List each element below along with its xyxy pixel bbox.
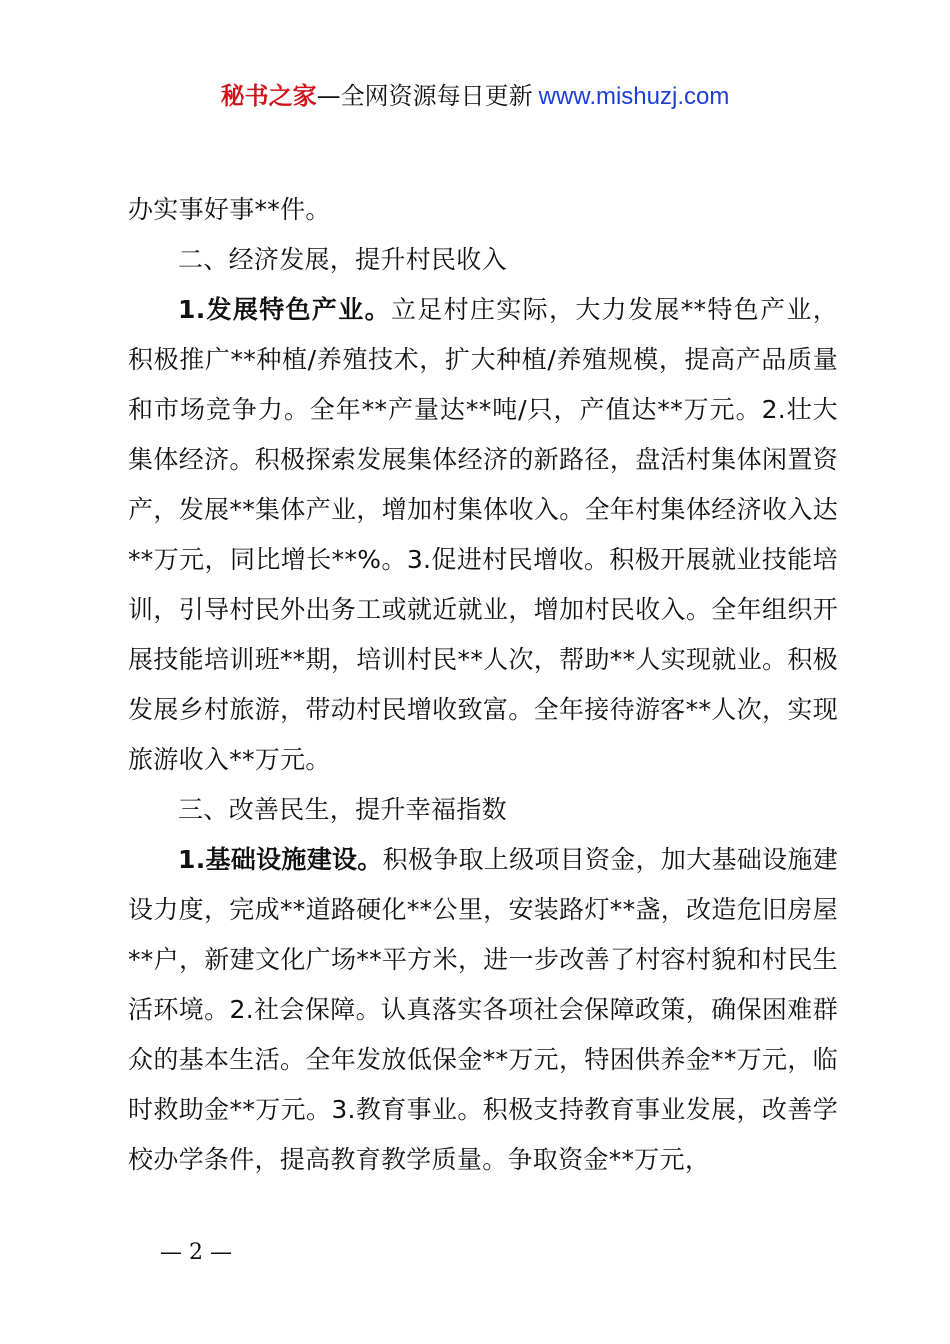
site-brand: 秘书之家: [220, 82, 317, 110]
page-number: — 2 —: [160, 1240, 232, 1265]
site-header: [0, 80, 950, 113]
paragraph-economy: [128, 285, 838, 785]
section-heading-livelihood: 三、改善民生，提升幸福指数: [178, 795, 507, 824]
paragraph-economy-text: 立足村庄实际，大力发展**特色产业，积极推广**种植/养殖技术，扩大种植/养殖规模，提高产品质量和市场竞争力。全年**产量达**吨/只，产值达**万元。2.壮大集体经济。积极探索发展集体经济的新路径，盘活村集体闲置资产，发展**集体产业，增加村集体收入。全年村集体经济收入达**万元，同比增长**%。3.促进村民增收。积极开展就业技能培训，引导村民外出务工或就近就业，增加村民收入。全年组织开展技能培训班**期，培训村民**人次，帮助**人实现就业。积极发展乡村旅游，带动村民增收致富。全年接待游客**人次，实现旅游收入**万元。: [128, 295, 839, 774]
paragraph-livelihood: [128, 835, 838, 1185]
paragraph-continued: 办实事好事**件。: [128, 195, 331, 224]
section-heading-economy: 二、经济发展，提升村民收入: [178, 245, 507, 274]
subheading-infrastructure: 1.基础设施建设。: [178, 845, 383, 874]
subheading-industry: 1.发展特色产业。: [178, 295, 391, 324]
document-body: [128, 185, 838, 1185]
site-slogan: —全网资源每日更新: [316, 82, 533, 110]
site-url-link[interactable]: www.mishuzj.com: [538, 83, 730, 110]
paragraph-livelihood-text: 积极争取上级项目资金，加大基础设施建设力度，完成**道路硬化**公里，安装路灯**盏，改造危旧房屋**户，新建文化广场**平方米，进一步改善了村容村貌和村民生活环境。2.社会保障。认真落实各项社会保障政策，确保困难群众的基本生活。全年发放低保金**万元，特困供养金**万元，临时救助金**万元。3.教育事业。积极支持教育事业发展，改善学校办学条件，提高教育教学质量。争取资金**万元，: [128, 845, 838, 1174]
